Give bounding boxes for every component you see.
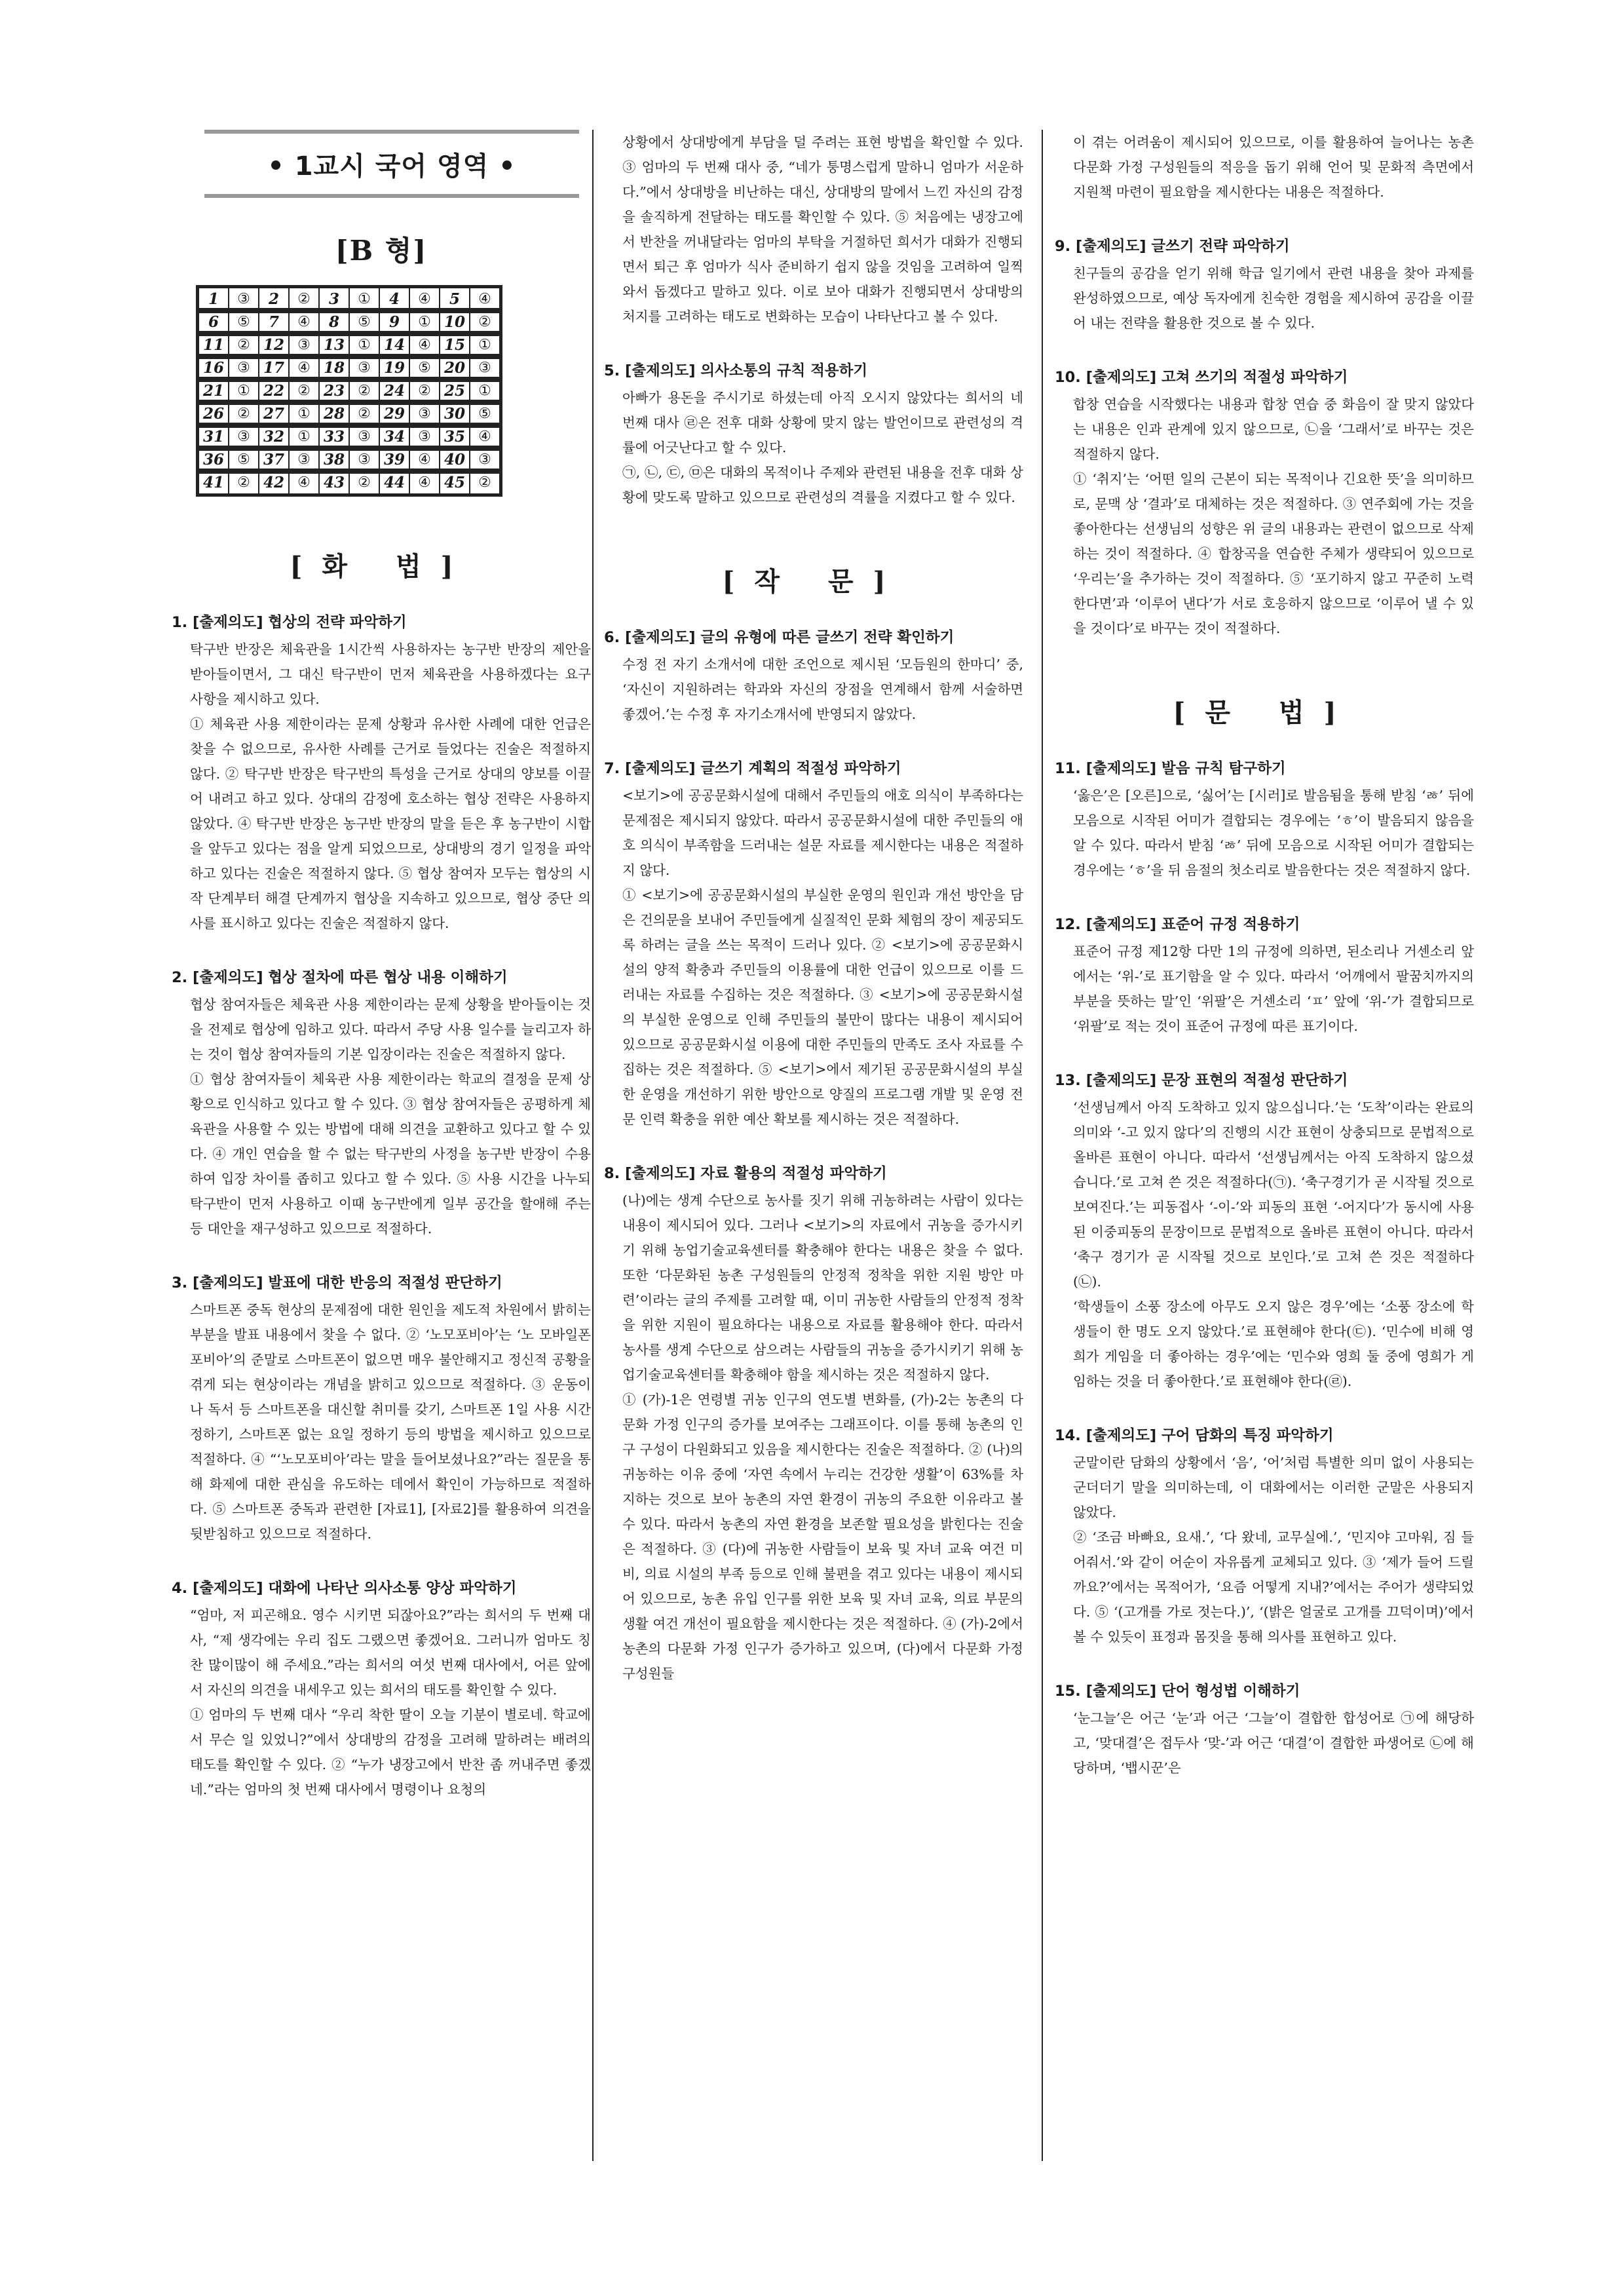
question-item-5 [604, 359, 1023, 510]
column-left [172, 130, 591, 1832]
answer-choice: ③ [470, 356, 500, 379]
paragraph: 친구들의 공감을 얻기 위해 학급 일기에서 관련 내용을 찾아 과제를 완성하였으므로, 예상 독자에게 친숙한 경험을 제시하여 공감을 이끌어 내는 전략을 활용한 것으로 볼 수 있다. [1073, 265, 1474, 331]
answer-question-number: 16 [198, 356, 229, 379]
answer-question-number: 8 [319, 311, 349, 334]
question-explanation [604, 1188, 1023, 1686]
paragraph: “엄마, 저 피곤해요. 영수 시키면 되잖아요?”라는 희서의 두 번째 대사, “제 생각에는 우리 집도 그랬으면 좋겠어요. 그러니까 엄마도 칭찬 많이많이 해 주세요.”라는 희서의 여섯 번째 대사에서, 어른 앞에서 자신의 의견을 내세우고 있는 희서의 태도를 확인할 수 있다. [190, 1607, 591, 1698]
question-explanation [172, 637, 591, 936]
answer-question-number: 43 [319, 471, 349, 494]
answer-choice: ② [349, 402, 379, 425]
question-item-7 [604, 757, 1023, 1132]
answer-question-number: 1 [198, 288, 229, 311]
paragraph: ① ‘취지’는 ‘어떤 일의 근본이 되는 목적이나 긴요한 뜻’을 의미하므로, 문맥 상 ‘결과’로 대체하는 것은 적절하다. ③ 연주회에 가는 것을 좋아한다는 선생님의 성향은 위 글의 내용과는 관련이 없으므로 삭제하는 것이 적절하다. ④ 합창곡을 연습한 주체가 생략되어 있으므로 ‘우리는’을 추가하는 것이 적절하다. ⑤ ‘포기하지 않고 꾸준히 노력한다면’과 ‘이루어 낸다’가 서로 호응하지 않으므로 ‘이루어 낼 수 있을 것이다’로 바꾸는 것이 적절하다. [1073, 471, 1474, 636]
question-explanation [1055, 1095, 1474, 1394]
paragraph: ‘선생님께서 아직 도착하고 있지 않으십니다.’는 ‘도착’이라는 완료의 의미와 ‘-고 있지 않다’의 진행의 시간 표현이 상충되므로 문법적으로 올바른 표현이 아니다. 따라서 ‘선생님께서는 아직 도착하지 않으셨습니다.’로 고쳐 쓴 것은 적절하다(㉠). ‘축구경기가 곧 시작될 것으로 보여진다.’는 피동접사 ‘-이-’와 피동의 표현 ‘-어지다’가 동시에 사용된 이중피동의 문장이므로 문법적으로 올바른 표현이 아니다. 따라서 ‘축구 경기가 곧 시작될 것으로 보인다.’로 고쳐 쓴 것은 적절하다(㉡). [1073, 1100, 1474, 1290]
answer-row [198, 379, 500, 402]
answer-row [198, 356, 500, 379]
question-title: 1. [출제의도] 협상의 전략 파악하기 [172, 614, 407, 631]
answer-choice: ④ [470, 425, 500, 448]
answer-question-number: 13 [319, 334, 349, 356]
answer-choice: ① [349, 288, 379, 311]
question-explanation [1055, 130, 1474, 204]
answer-question-number: 37 [259, 448, 289, 471]
paragraph: 표준어 규정 제12항 다만 1의 규정에 의하면, 된소리나 거센소리 앞에서는 ‘위-’로 표기함을 알 수 있다. 따라서 ‘어깨에서 팔꿈치까지의 부분을 뜻하는 말’인 ‘위팔’은 거센소리 ‘ㅍ’ 앞에 ‘위-’가 결합되므로 ‘위팔’로 적는 것이 표준어 규정에 따른 표기이다. [1073, 944, 1474, 1034]
answer-choice: ③ [409, 402, 440, 425]
answer-choice: ② [409, 379, 440, 402]
question-item-10 [1055, 366, 1474, 641]
answer-choice: ② [470, 311, 500, 334]
question-title: 15. [출제의도] 단어 형성법 이해하기 [1055, 1683, 1300, 1700]
answer-choice: ③ [229, 288, 259, 311]
answer-question-number: 19 [379, 356, 409, 379]
question-item-14 [1055, 1424, 1474, 1649]
question-item-11 [1055, 757, 1474, 883]
question-explanation [604, 783, 1023, 1132]
answer-question-number: 40 [440, 448, 470, 471]
question-item-8-continued [1055, 130, 1474, 204]
answer-choice: ③ [229, 425, 259, 448]
question-item-15 [1055, 1679, 1474, 1780]
answer-choice: ③ [349, 448, 379, 471]
answer-question-number: 29 [379, 402, 409, 425]
column-divider [592, 130, 594, 2161]
answer-question-number: 31 [198, 425, 229, 448]
answer-question-number: 38 [319, 448, 349, 471]
answer-question-number: 25 [440, 379, 470, 402]
answer-question-number: 17 [259, 356, 289, 379]
question-item-12 [1055, 913, 1474, 1039]
answer-choice: ② [229, 471, 259, 494]
question-title: 7. [출제의도] 글쓰기 계획의 적절성 파악하기 [604, 760, 901, 777]
question-title: 14. [출제의도] 구어 담화의 특징 파악하기 [1055, 1427, 1334, 1444]
answer-question-number: 14 [379, 334, 409, 356]
question-explanation [1055, 392, 1474, 641]
question-explanation [604, 385, 1023, 510]
answer-question-number: 21 [198, 379, 229, 402]
answer-question-number: 3 [319, 288, 349, 311]
answer-choice: ③ [289, 334, 319, 356]
paragraph: 아빠가 용돈을 주시기로 하셨는데 아직 오시지 않았다는 희서의 네 번째 대사 ㉣은 전후 대화 상황에 맞지 않는 발언이므로 관련성의 격률에 어긋난다고 할 수 있다. [622, 390, 1023, 455]
answer-choice: ① [349, 334, 379, 356]
question-title: 9. [출제의도] 글쓰기 전략 파악하기 [1055, 238, 1290, 255]
question-explanation [604, 130, 1023, 329]
answer-question-number: 10 [440, 311, 470, 334]
answer-choice: ② [289, 379, 319, 402]
question-explanation [172, 992, 591, 1241]
answer-question-number: 18 [319, 356, 349, 379]
answer-choice: ② [289, 288, 319, 311]
answer-choice: ④ [409, 471, 440, 494]
answer-row [198, 402, 500, 425]
answer-question-number: 44 [379, 471, 409, 494]
answer-question-number: 11 [198, 334, 229, 356]
paragraph: ① <보기>에 공공문화시설의 부실한 운영의 원인과 개선 방안을 담은 건의문을 보내어 주민들에게 실질적인 문화 체험의 장이 제공되도록 하려는 글을 쓰는 목적이 드러나 있다. ② <보기>에 공공문화시설의 양적 확충과 주민들의 이용률에 대한 언급이 있으므로 이를 드러내는 자료를 수집하는 것은 적절하다. ③ <보기>에 공공문화시설의 부실한 운영으로 인해 주민들의 불만이 많다는 내용이 제시되어 있으므로 공공문화시설 이용에 대한 주민들의 만족도 조사 자료를 수집하는 것은 적절하다. ⑤ <보기>에서 제기된 공공문화시설의 부실한 운영을 개선하기 위한 방안으로 양질의 프로그램 개발 및 운영 전문 인력 확충을 위한 예산 확보를 제시하는 것은 적절하다. [622, 887, 1023, 1127]
question-explanation [604, 652, 1023, 727]
paragraph: 협상 참여자들은 체육관 사용 제한이라는 문제 상황을 받아들이는 것을 전제로 협상에 임하고 있다. 따라서 주당 사용 일수를 늘리고자 하는 것이 협상 참여자들의 기본 입장이라는 진술은 적절하지 않다. [190, 997, 591, 1062]
answer-row [198, 471, 500, 494]
question-item-4 [172, 1577, 591, 1802]
answer-row [198, 288, 500, 311]
answer-row [198, 425, 500, 448]
question-title: 11. [출제의도] 발음 규칙 탐구하기 [1055, 760, 1286, 777]
question-item-2 [172, 966, 591, 1241]
answer-choice: ④ [409, 334, 440, 356]
column-divider [1042, 130, 1043, 2161]
question-item-4-continued [604, 130, 1023, 329]
paragraph: ① (가)-1은 연령별 귀농 인구의 연도별 변화를, (가)-2는 농촌의 다문화 가정 인구의 증가를 보여주는 그래프이다. 이를 통해 농촌의 인구 구성이 다원화되고 있음을 제시한다는 진술은 적절하다. ② (나)의 귀농하는 이유 중에 ‘자연 속에서 누리는 건강한 생활’이 63%를 차지하는 것으로 보아 농촌의 자연 환경이 귀농의 주요한 이유라고 볼 수 있다. 따라서 농촌의 자연 환경을 보존할 필요성을 밝힌다는 진술은 적절하다. ③ (다)에 귀농한 사람들이 보육 및 자녀 교육 여건 미비, 의료 시설의 부족 등으로 인해 불편을 겪고 있다는 내용이 제시되어 있으므로, 농촌 유입 인구를 위한 보육 및 자녀 교육, 의료 부문의 생활 여건 개선이 필요함을 제시한다는 것은 적절하다. ④ (가)-2에서 농촌의 다문화 가정 인구가 증가하고 있으며, (다)에서 다문화 가정 구성원들 [622, 1392, 1023, 1681]
answer-choice: ② [349, 471, 379, 494]
question-explanation [172, 1297, 591, 1546]
answer-question-number: 45 [440, 471, 470, 494]
answer-question-number: 7 [259, 311, 289, 334]
answer-choice: ⑤ [349, 311, 379, 334]
question-title: 4. [출제의도] 대화에 나타난 의사소통 양상 파악하기 [172, 1580, 517, 1597]
answer-question-number: 9 [379, 311, 409, 334]
paragraph: (나)에는 생계 수단으로 농사를 짓기 위해 귀농하려는 사람이 있다는 내용이 제시되어 있다. 그러나 <보기>의 자료에서 귀농을 증가시키기 위해 농업기술교육센터를 확충해야 한다는 내용은 찾을 수 없다. 또한 ‘다문화된 농촌 구성원들의 안정적 정착을 위한 지원 방안 마련’이라는 글의 주제를 고려할 때, 이미 귀농한 사람들의 안정적 정착을 위한 지원이 필요하다는 내용으로 자료를 활용해야 한다. 따라서 농사를 생계 수단으로 삼으려는 사람들의 귀농을 증가시키기 위해 농업기술교육센터를 확충해야 함을 제시하는 것은 적절하지 않다. [622, 1193, 1023, 1383]
question-item-8 [604, 1162, 1023, 1686]
answer-choice: ⑤ [409, 356, 440, 379]
answer-question-number: 36 [198, 448, 229, 471]
question-item-6 [604, 626, 1023, 727]
paragraph: 상황에서 상대방에게 부담을 덜 주려는 표현 방법을 확인할 수 있다. ③ 엄마의 두 번째 대사 중, “네가 퉁명스럽게 말하니 엄마가 서운하다.”에서 상대방을 비난하는 대신, 상대방의 말에서 느낀 자신의 감정을 솔직하게 전달하는 태도를 확인할 수 있다. ⑤ 처음에는 냉장고에서 반찬을 꺼내달라는 엄마의 부탁을 거절하던 희서가 대화가 진행되면서 퇴근 후 엄마가 식사 준비하기 쉽지 않을 것임을 고려하여 일찍 와서 돕겠다고 말하고 있다. 이로 보아 대화가 진행되면서 상대방의 처지를 고려하는 태도로 변화하는 모습이 나타난다고 볼 수 있다. [622, 134, 1023, 324]
answer-choice: ④ [409, 288, 440, 311]
answer-question-number: 28 [319, 402, 349, 425]
answer-question-number: 15 [440, 334, 470, 356]
answer-question-number: 20 [440, 356, 470, 379]
answer-choice: ④ [470, 288, 500, 311]
form-label: [B 형] [335, 235, 428, 267]
paragraph: ① 협상 참여자들이 체육관 사용 제한이라는 학교의 결정을 문제 상황으로 인식하고 있다고 할 수 있다. ③ 협상 참여자들은 공평하게 체육관을 사용할 수 있는 방법에 대해 의견을 교환하고 있다고 할 수 있다. ④ 개인 연습을 할 수 없는 탁구반의 사정을 농구반 반장이 수용하여 입장 차이를 좁히고 있다고 할 수 있다. ⑤ 사용 시간을 나누되 탁구반이 먼저 사용하고 이때 농구반에게 일부 공간을 할애해 주는 등 대안을 재구성하고 있으므로 적절하다. [190, 1071, 591, 1236]
question-title: 10. [출제의도] 고쳐 쓰기의 적절성 파악하기 [1055, 369, 1348, 386]
answer-question-number: 4 [379, 288, 409, 311]
section-heading-writing: [작 문] [722, 566, 905, 597]
answer-question-number: 27 [259, 402, 289, 425]
paragraph: 합창 연습을 시작했다는 내용과 합창 연습 중 화음이 잘 맞지 않았다는 내용은 인과 관계에 있지 않으므로, ㉡을 ‘그래서’로 바꾸는 것은 적절하지 않다. [1073, 396, 1474, 462]
question-title: 6. [출제의도] 글의 유형에 따른 글쓰기 전략 확인하기 [604, 629, 954, 646]
question-title: 8. [출제의도] 자료 활용의 적절성 파악하기 [604, 1165, 887, 1182]
answer-key-table [198, 287, 500, 495]
paragraph: 군말이란 담화의 상황에서 ‘음’, ‘어’처럼 특별한 의미 없이 사용되는 군더더기 말을 의미하는데, 이 대화에서는 이러한 군말은 사용되지 않았다. [1073, 1455, 1474, 1520]
question-explanation [1055, 939, 1474, 1039]
answer-question-number: 32 [259, 425, 289, 448]
question-title: 5. [출제의도] 의사소통의 규칙 적용하기 [604, 362, 868, 379]
paragraph: 이 겪는 어려움이 제시되어 있으므로, 이를 활용하여 늘어나는 농촌 다문화 가정 구성원들의 적응을 돕기 위해 언어 및 문화적 측면에서 지원책 마련이 필요함을 제시한다는 내용은 적절하다. [1073, 134, 1474, 200]
answer-choice: ② [229, 334, 259, 356]
answer-row [198, 334, 500, 356]
answer-choice: ④ [289, 311, 319, 334]
column-right [1055, 130, 1474, 1810]
question-item-9 [1055, 235, 1474, 335]
paragraph: ㉠, ㉡, ㉢, ㉤은 대화의 목적이나 주제와 관련된 내용을 전후 대화 상황에 맞도록 말하고 있으므로 관련성의 격률을 지켰다고 할 수 있다. [622, 465, 1023, 505]
answer-question-number: 35 [440, 425, 470, 448]
answer-choice: ④ [409, 448, 440, 471]
answer-question-number: 22 [259, 379, 289, 402]
question-item-13 [1055, 1069, 1474, 1394]
question-explanation [1055, 1706, 1474, 1780]
answer-choice: ③ [349, 356, 379, 379]
answer-question-number: 23 [319, 379, 349, 402]
answer-question-number: 5 [440, 288, 470, 311]
answer-question-number: 42 [259, 471, 289, 494]
paragraph: ① 엄마의 두 번째 대사 “우리 착한 딸이 오늘 기분이 별로네. 학교에서 무슨 일 있었니?”에서 상대방의 감정을 고려해 말하려는 배려의 태도를 확인할 수 있다. ② “누가 냉장고에서 반찬 좀 꺼내주면 좋겠네.”라는 엄마의 첫 번째 대사에서 명령이나 요청의 [190, 1707, 591, 1797]
answer-choice: ① [470, 379, 500, 402]
question-title: 3. [출제의도] 발표에 대한 반응의 적절성 판단하기 [172, 1274, 502, 1292]
answer-question-number: 33 [319, 425, 349, 448]
answer-question-number: 2 [259, 288, 289, 311]
section-heading-grammar: [문 법] [1173, 697, 1356, 728]
answer-choice: ② [349, 379, 379, 402]
answer-question-number: 26 [198, 402, 229, 425]
question-item-3 [172, 1271, 591, 1546]
paragraph: ‘학생들이 소풍 장소에 아무도 오지 않은 경우’에는 ‘소풍 장소에 학생들이 한 명도 오지 않았다.’로 표현해야 한다(㉢). ‘민수에 비해 영희가 게임을 더 좋아하는 경우’에는 ‘민수와 영희 둘 중에 영희가 게임하는 것을 더 좋아한다.’로 표현해야 한다(㉣). [1073, 1299, 1474, 1389]
question-title: 13. [출제의도] 문장 표현의 적절성 판단하기 [1055, 1072, 1348, 1089]
question-explanation [1055, 261, 1474, 335]
paragraph: 수정 전 자기 소개서에 대한 조언으로 제시된 ‘모듬원의 한마디’ 중, ‘자신이 지원하려는 학과와 자신의 장점을 연계해서 함께 서술하면 좋겠어.’는 수정 후 자기소개서에 반영되지 않았다. [622, 657, 1023, 722]
answer-question-number: 34 [379, 425, 409, 448]
question-title: 12. [출제의도] 표준어 규정 적용하기 [1055, 916, 1300, 933]
answer-choice: ④ [289, 356, 319, 379]
answer-choice: ③ [289, 448, 319, 471]
answer-row [198, 448, 500, 471]
question-title: 2. [출제의도] 협상 절차에 따른 협상 내용 이해하기 [172, 969, 508, 986]
answer-choice: ⑤ [229, 311, 259, 334]
answer-choice: ① [289, 402, 319, 425]
answer-question-number: 24 [379, 379, 409, 402]
answer-choice: ① [229, 379, 259, 402]
answer-choice: ④ [289, 471, 319, 494]
answer-question-number: 41 [198, 471, 229, 494]
answer-choice: ② [229, 402, 259, 425]
answer-choice: ③ [470, 448, 500, 471]
answer-choice: ⑤ [470, 402, 500, 425]
answer-choice: ① [289, 425, 319, 448]
answer-choice: ③ [349, 425, 379, 448]
paragraph: ① 체육관 사용 제한이라는 문제 상황과 유사한 사례에 대한 언급은 찾을 수 없으므로, 유사한 사례를 근거로 들었다는 진술은 적절하지 않다. ② 탁구반 반장은 탁구반의 특성을 근거로 상대의 양보를 이끌어 내려고 하고 있다. 상대의 감정에 호소하는 협상 전략은 사용하지 않았다. ④ 탁구반 반장은 농구반 반장의 말을 듣은 후 농구반이 시합을 앞두고 있다는 점을 알게 되었으므로, 상대방의 경기 일정을 파악하고 있다는 진술은 적절하지 않다. ⑤ 협상 참여자 모두는 협상의 시작 단계부터 해결 단계까지 협상을 지속하고 있으므로, 협상 중단 의사를 표시하고 있다는 진술은 적절하지 않다. [190, 716, 591, 931]
paragraph: 스마트폰 중독 현상의 문제점에 대한 원인을 제도적 차원에서 밝히는 부분을 발표 내용에서 찾을 수 없다. ② ‘노모포비아’는 ‘노 모바일폰 포비아’의 준말로 스마트폰이 없으면 매우 불안해지고 정신적 공황을 겪게 되는 현상이라는 개념을 밝히고 있으므로 적절하다. ③ 운동이나 독서 등 스마트폰을 대신할 취미를 갖기, 스마트폰 1일 사용 시간 정하기, 스마트폰 없는 요일 정하기 등의 방법을 제시하고 있으므로 적절하다. ④ “‘노모포비아’라는 말을 들어보셨나요?”라는 질문을 통해 화제에 대한 관심을 유도하는 데에서 확인이 가능하므로 적절하다. ⑤ 스마트폰 중독과 관련한 [자료1], [자료2]를 활용하여 의견을 뒷받침하고 있으므로 적절하다. [190, 1302, 591, 1542]
question-explanation [1055, 783, 1474, 883]
question-item-1 [172, 611, 591, 936]
answer-choice: ③ [229, 356, 259, 379]
answer-choice: ① [470, 334, 500, 356]
paragraph: ② ‘조금 바빠요, 요새.’, ‘다 왔네, 교무실에.’, ‘민지야 고마워, 짐 들어줘서.’와 같이 어순이 자유롭게 교체되고 있다. ③ ‘제가 들어 드릴까요?’에서는 목적어가, ‘요즘 어떻게 지내?’에서는 주어가 생략되었다. ⑤ ‘(고개를 가로 젓는다.)’, ‘(밝은 얼굴로 고개를 끄덕이며)’에서 볼 수 있듯이 표정과 몸짓을 통해 의사를 표현하고 있다. [1073, 1529, 1474, 1645]
section-heading-speech: [화 법] [290, 551, 473, 582]
page-title: • 1교시 국어 영역 • [204, 130, 579, 198]
answer-question-number: 30 [440, 402, 470, 425]
answer-row [198, 311, 500, 334]
answer-question-number: 12 [259, 334, 289, 356]
paragraph: 탁구반 반장은 체육관을 1시간씩 사용하자는 농구반 반장의 제안을 받아들이면서, 그 대신 탁구반이 먼저 체육관을 사용하겠다는 요구 사항을 제시하고 있다. [190, 641, 591, 707]
paragraph: <보기>에 공공문화시설에 대해서 주민들의 애호 의식이 부족하다는 문제점은 제시되지 않았다. 따라서 공공문화시설에 대한 주민들의 애호 의식이 부족함을 드러내는 설문 자료를 제시한다는 내용은 적절하지 않다. [622, 788, 1023, 878]
answer-choice: ① [409, 311, 440, 334]
column-middle [604, 130, 1023, 1716]
answer-question-number: 39 [379, 448, 409, 471]
answer-question-number: 6 [198, 311, 229, 334]
answer-choice: ⑤ [229, 448, 259, 471]
answer-choice: ② [470, 471, 500, 494]
question-explanation [1055, 1450, 1474, 1649]
paragraph: ‘옳은’은 [오른]으로, ‘싫어’는 [시러]로 발음됨을 통해 받침 ‘ㅀ’ 뒤에 모음으로 시작된 어미가 결합되는 경우에는 ‘ㅎ’이 발음되지 않음을 알 수 있다. 따라서 받침 ‘ㅀ’ 뒤에 모음으로 시작된 어미가 결합되는 경우에는 ‘ㅎ’을 뒤 음절의 첫소리로 발음한다는 것은 적절하지 않다. [1073, 788, 1474, 878]
answer-choice: ③ [409, 425, 440, 448]
question-explanation [172, 1603, 591, 1802]
paragraph: ‘눈그늘’은 어근 ‘눈’과 어근 ‘그늘’이 결합한 합성어로 ㉠에 해당하고, ‘맞대결’은 접두사 ‘맞-’과 어근 ‘대결’이 결합한 파생어로 ㉡에 해당하며, ‘뱁시꾼’은 [1073, 1710, 1474, 1776]
